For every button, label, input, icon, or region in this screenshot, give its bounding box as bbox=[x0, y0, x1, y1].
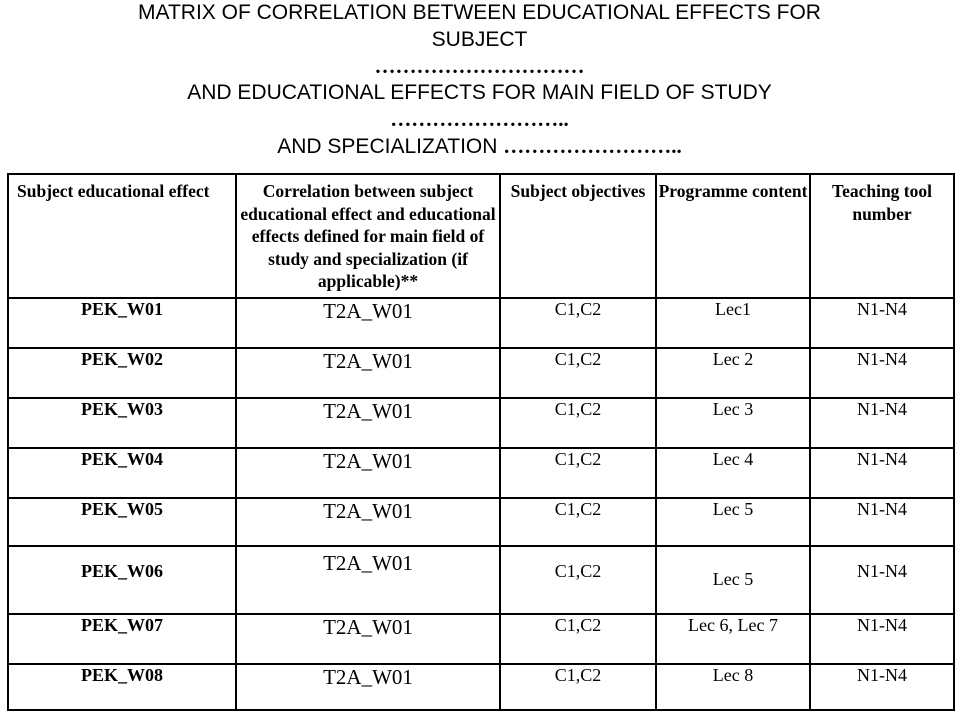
cell-content: Lec 6, Lec 7 bbox=[656, 614, 810, 664]
table-row bbox=[8, 546, 954, 614]
cell-effect: PEK_W08 bbox=[8, 664, 236, 710]
table-header-row bbox=[8, 174, 954, 298]
cell-content: Lec 4 bbox=[656, 448, 810, 498]
cell-correlation: T2A_W01 bbox=[236, 348, 500, 398]
cell-tool: N1-N4 bbox=[810, 298, 954, 348]
cell-effect: PEK_W02 bbox=[8, 348, 236, 398]
cell-tool: N1-N4 bbox=[810, 448, 954, 498]
heading-line-1: MATRIX OF CORRELATION BETWEEN EDUCATIONAL EFFECTS FOR bbox=[138, 1, 821, 24]
table-row bbox=[8, 498, 954, 546]
heading-line-4: AND EDUCATIONAL EFFECTS FOR MAIN FIELD OF STUDY bbox=[187, 80, 772, 104]
cell-objectives: C1,C2 bbox=[500, 448, 656, 498]
cell-effect: PEK_W03 bbox=[8, 398, 236, 448]
cell-objectives: C1,C2 bbox=[500, 498, 656, 546]
cell-objectives: C1,C2 bbox=[500, 348, 656, 398]
header-correlation: Correlation between subject educational effect and educational effects defined for main field of study and specialization (if applicable)** bbox=[236, 174, 500, 298]
heading-field-placeholder: …………………….. bbox=[390, 107, 569, 131]
header-subject-objectives: Subject objectives bbox=[500, 174, 656, 298]
cell-content: Lec 5 bbox=[656, 498, 810, 546]
cell-effect: PEK_W07 bbox=[8, 614, 236, 664]
cell-content: Lec 2 bbox=[656, 348, 810, 398]
cell-tool: N1-N4 bbox=[810, 398, 954, 448]
table-row bbox=[8, 348, 954, 398]
header-teaching-tool-number: Teaching tool number bbox=[810, 174, 954, 298]
cell-correlation: T2A_W01 bbox=[236, 298, 500, 348]
document-heading bbox=[0, 0, 959, 160]
cell-correlation: T2A_W01 bbox=[236, 398, 500, 448]
cell-correlation: T2A_W01 bbox=[236, 448, 500, 498]
heading-subject-placeholder: ………………………… bbox=[374, 54, 585, 78]
heading-line-6 bbox=[0, 133, 959, 161]
table-row bbox=[8, 298, 954, 348]
header-subject-effect: Subject educational effect bbox=[8, 174, 236, 298]
cell-tool: N1-N4 bbox=[810, 664, 954, 710]
cell-content: Lec1 bbox=[656, 298, 810, 348]
cell-tool: N1-N4 bbox=[810, 546, 954, 614]
cell-objectives: C1,C2 bbox=[500, 614, 656, 664]
cell-correlation: T2A_W01 bbox=[236, 546, 500, 614]
header-programme-content: Programme content bbox=[656, 174, 810, 298]
cell-tool: N1-N4 bbox=[810, 614, 954, 664]
cell-correlation: T2A_W01 bbox=[236, 498, 500, 546]
cell-objectives: C1,C2 bbox=[500, 664, 656, 710]
cell-effect: PEK_W06 bbox=[8, 546, 236, 614]
cell-effect: PEK_W01 bbox=[8, 298, 236, 348]
cell-content: Lec 5 bbox=[656, 546, 810, 614]
table-row bbox=[8, 614, 954, 664]
cell-effect: PEK_W05 bbox=[8, 498, 236, 546]
cell-effect: PEK_W04 bbox=[8, 448, 236, 498]
heading-specialization-label: AND SPECIALIZATION bbox=[277, 134, 498, 158]
cell-tool: N1-N4 bbox=[810, 498, 954, 546]
cell-objectives: C1,C2 bbox=[500, 298, 656, 348]
cell-content: Lec 3 bbox=[656, 398, 810, 448]
cell-correlation: T2A_W01 bbox=[236, 614, 500, 664]
cell-objectives: C1,C2 bbox=[500, 398, 656, 448]
table-row bbox=[8, 664, 954, 710]
cell-tool: N1-N4 bbox=[810, 348, 954, 398]
cell-content: Lec 8 bbox=[656, 664, 810, 710]
table-row bbox=[8, 448, 954, 498]
table-row bbox=[8, 398, 954, 448]
correlation-matrix-table bbox=[7, 173, 955, 711]
cell-objectives: C1,C2 bbox=[500, 546, 656, 614]
cell-correlation: T2A_W01 bbox=[236, 664, 500, 710]
heading-specialization-placeholder: …………………….. bbox=[503, 133, 682, 158]
heading-line-2: SUBJECT bbox=[431, 27, 528, 51]
